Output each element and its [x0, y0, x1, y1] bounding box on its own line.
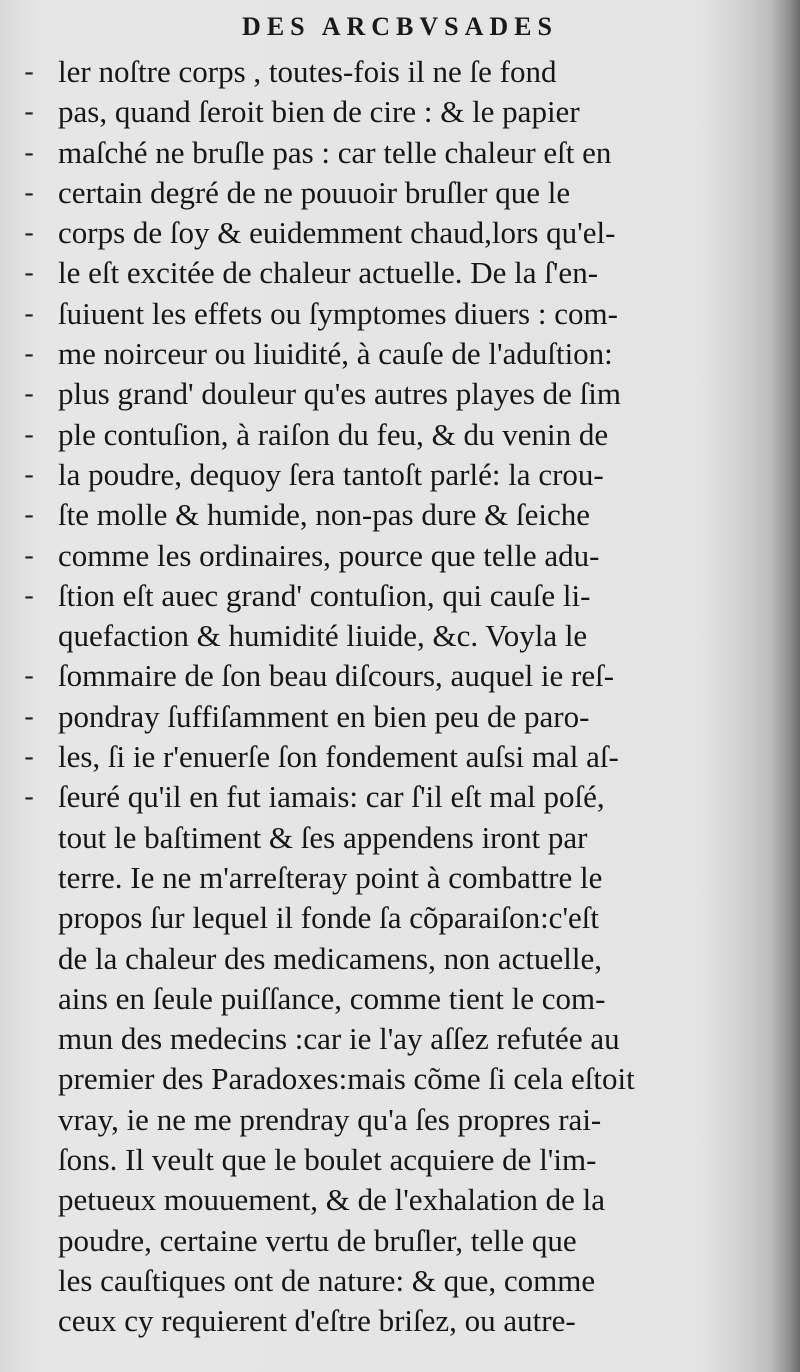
- text-line: [0, 616, 800, 656]
- text-line: [0, 92, 800, 132]
- line-text: quefaction & humidité liuide, &c. Voyla le: [58, 618, 588, 654]
- margin-dash-mark: -: [24, 217, 34, 249]
- margin-dash-mark: -: [24, 741, 34, 773]
- line-text: ceux cy requierent d'eſtre briſez, ou autre-: [58, 1303, 576, 1339]
- line-text: ſeuré qu'il en fut iamais: car ſ'il eſt mal poſé,: [58, 779, 605, 815]
- line-text: le eſt excitée de chaleur actuelle. De la ſ'en-: [58, 255, 599, 291]
- line-text: pas, quand ſeroit bien de cire : & le papier: [58, 94, 580, 130]
- margin-dash-mark: -: [24, 257, 34, 289]
- margin-dash-mark: -: [24, 579, 34, 611]
- line-text: ſommaire de ſon beau diſcours, auquel ie reſ-: [58, 658, 615, 694]
- text-line: [0, 133, 800, 173]
- line-text: ſons. Il veult que le boulet acquiere de l'im-: [58, 1142, 597, 1178]
- line-text: tout le baſtiment & ſes appendens iront par: [58, 819, 588, 855]
- text-line: [0, 455, 800, 495]
- line-text: ple contuſion, à raiſon du feu, & du venin de: [58, 416, 609, 452]
- line-text: me noirceur ou liuidité, à cauſe de l'aduſtion:: [58, 336, 613, 372]
- text-line: [0, 576, 800, 616]
- text-line: [0, 737, 800, 777]
- line-text: terre. Ie ne m'arreſteray point à combattre le: [58, 859, 603, 895]
- text-line: [0, 1221, 800, 1261]
- margin-dash-mark: -: [24, 499, 34, 531]
- text-line: [0, 294, 800, 334]
- margin-dash-mark: -: [24, 176, 34, 208]
- text-line: [0, 818, 800, 858]
- line-text: corps de ſoy & euidemment chaud,lors qu'el-: [58, 215, 616, 251]
- line-text: ains en ſeule puiſſance, comme tient le com-: [58, 980, 606, 1016]
- text-line: [0, 173, 800, 213]
- text-line: [0, 1140, 800, 1180]
- line-text: les cauſtiques ont de nature: & que, comme: [58, 1262, 596, 1298]
- line-text: ler noſtre corps , toutes-fois il ne ſe fond: [58, 54, 557, 89]
- line-text: pondray ſuffiſamment en bien peu de paro-: [58, 698, 590, 734]
- line-text: de la chaleur des medicamens, non actuelle,: [58, 940, 602, 976]
- margin-dash-mark: -: [24, 781, 34, 813]
- line-text: mun des medecins :car ie l'ay aſſez refutée au: [58, 1021, 620, 1057]
- line-text: propos ſur lequel il fonde ſa cõparaiſon:c'eſt: [58, 900, 600, 936]
- margin-dash-mark: -: [24, 378, 34, 410]
- text-line: [0, 52, 800, 92]
- margin-dash-mark: -: [24, 418, 34, 450]
- line-text: plus grand' douleur qu'es autres playes de ſim: [58, 376, 622, 412]
- text-line: [0, 1301, 800, 1341]
- text-line: [0, 939, 800, 979]
- running-header: DES ARCBVSADES: [242, 12, 558, 41]
- text-line: [0, 213, 800, 253]
- line-text: ſte molle & humide, non-pas dure & ſeiche: [58, 497, 591, 533]
- text-line: [0, 374, 800, 414]
- margin-dash-mark: -: [24, 338, 34, 370]
- text-line: [0, 979, 800, 1019]
- margin-dash-mark: -: [24, 458, 34, 490]
- text-line: [0, 415, 800, 455]
- text-line: [0, 656, 800, 696]
- text-line: [0, 1100, 800, 1140]
- text-line: [0, 1019, 800, 1059]
- line-text: premier des Paradoxes:mais cõme ſi cela eſtoit: [58, 1061, 635, 1097]
- line-text: ſtion eſt auec grand' contuſion, qui cauſe li-: [58, 577, 591, 613]
- text-line: [0, 495, 800, 535]
- margin-dash-mark: -: [24, 56, 34, 87]
- text-line: [0, 697, 800, 737]
- line-text: vray, ie ne me prendray qu'a ſes propres rai-: [58, 1101, 602, 1137]
- text-line: [0, 777, 800, 817]
- text-line: [0, 1261, 800, 1301]
- line-text: certain degré de ne pouuoir bruſler que le: [58, 174, 571, 210]
- text-line: [0, 334, 800, 374]
- line-text: petueux mouuement, & de l'exhalation de la: [58, 1182, 606, 1218]
- line-text: la poudre, dequoy ſera tantoſt parlé: la crou-: [58, 456, 604, 492]
- line-text: comme les ordinaires, pource que telle adu-: [58, 537, 600, 573]
- text-line: [0, 253, 800, 293]
- margin-dash-mark: -: [24, 539, 34, 571]
- margin-dash-mark: -: [24, 96, 34, 128]
- margin-dash-mark: -: [24, 297, 34, 329]
- text-line: [0, 898, 800, 938]
- margin-dash-mark: -: [24, 660, 34, 692]
- margin-dash-mark: -: [24, 700, 34, 732]
- line-text: ſuiuent les effets ou ſymptomes diuers : com-: [58, 295, 618, 331]
- margin-dash-mark: -: [24, 136, 34, 168]
- text-line: [0, 536, 800, 576]
- line-text: les, ſi ie r'enuerſe ſon fondement auſsi mal aſ-: [58, 739, 619, 775]
- text-line: [0, 858, 800, 898]
- page-text: [0, 52, 800, 1342]
- text-line: [0, 1059, 800, 1099]
- line-text: maſché ne bruſle pas : car telle chaleur eſt en: [58, 134, 612, 170]
- text-line: [0, 1180, 800, 1220]
- line-text: poudre, certaine vertu de bruſler, telle que: [58, 1222, 577, 1258]
